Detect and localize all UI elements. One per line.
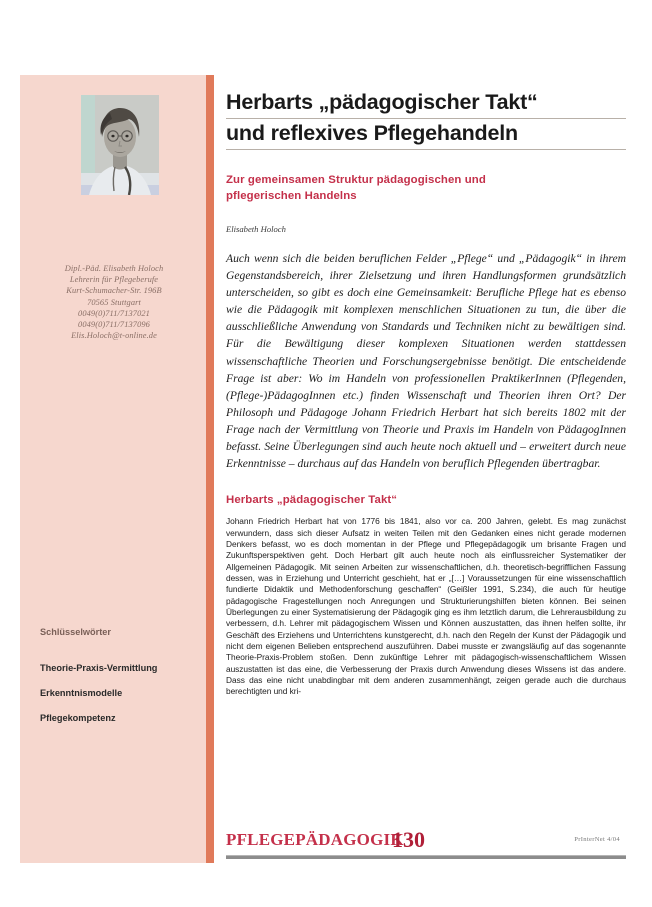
page-number: 130 (392, 827, 425, 852)
main-content (226, 75, 626, 698)
footer-meta: PrInterNet 4/04 (574, 836, 620, 843)
subtitle-line-1: Zur gemeinsamen Struktur pädagogischen und (226, 174, 486, 186)
title-rule-2 (226, 149, 626, 150)
subtitle (226, 172, 626, 204)
contact-line-fax: 0049(0)711/7137096 (78, 320, 150, 330)
footer-brand (226, 830, 404, 850)
contact-line-role: Lehrerin für Pflegeberufe (69, 275, 159, 285)
author-portrait (81, 95, 159, 195)
keyword-item: Theorie-Praxis-Vermittlung (40, 663, 158, 673)
contact-line-phone: 0049(0)711/7137021 (78, 308, 150, 318)
lead-paragraph: Auch wenn sich die beiden beruflichen Felder „Pflege“ und „Pädagogik“ in ihrem Gegenstandsbereich, ihrer Zielsetzung und ihren Handlungsformen grundsätzlich unterscheiden, so gibt es doch eine Gemeinsamkeit: Berufliche Pflege hat es ebenso wie die Pädagogik mit komplexen menschlichen Situationen zu tun, die über die ausschließliche Anwendung von Standards und Techniken nicht zu bewältigen sind. Für die Bewältigung dieser komplexen Situationen werden stattdessen wissenschaftliche Theorien und Forschungsergebnisse benötigt. Die entscheidende Frage ist aber: Wo im Handeln von professionellen PraktikerInnen (Pflegenden, (Pflege-)PädagogInnen etc.) finden Wissenschaft und Theorien ihren Ort? Der Philosoph und Pädagoge Johann Friedrich Herbart hat sich bereits 1802 mit der Frage nach der Vermittlung von Theorie und Praxis im Handeln von PädagogInnen befasst. Seine Überlegungen sind auch heute noch aktuell und – erweitert durch neue Erkenntnisse – durchaus auf das Handeln von beruflich Pflegenden übertragbar. (226, 252, 626, 471)
contact-line-street: Kurt-Schumacher-Str. 196B (66, 286, 162, 296)
contact-line-city: 70565 Stuttgart (87, 297, 141, 307)
byline: Elisabeth Holoch (226, 224, 286, 234)
keywords-title: Schlüsselwörter (40, 627, 111, 637)
footer-divider (226, 855, 626, 859)
sidebar-accent-edge (206, 75, 214, 863)
section-heading: Herbarts „pädagogischer Takt“ (226, 494, 398, 507)
contact-line-email[interactable]: Elis.Holoch@t-online.de (71, 331, 157, 341)
sidebar (20, 75, 206, 863)
subtitle-line-2: pflegerischen Handelns (226, 190, 357, 202)
contact-line-name: Dipl.-Päd. Elisabeth Holoch (64, 264, 164, 273)
title-line-2: und reflexives Pflegehandeln (226, 121, 518, 145)
portrait-image (81, 95, 159, 195)
page-footer (226, 827, 626, 862)
keyword-item: Erkenntnismodelle (40, 688, 123, 698)
body-paragraph: Johann Friedrich Herbart hat von 1776 bis 1841, also vor ca. 200 Jahren, gelebt. Es mag zunächst verwundern, dass sich dieser Aufsatz in weiten Teilen mit den Gedanken eines nicht gerade modernen Denkers befasst, wo es doch momentan in der Pflege und Pflegepädagogik um brisante Fragen und Zukunftsperspektiven geht. Doch Herbart gilt auch heute noch als einflussreicher Systematiker der Allgemeinen Pädagogik. Mit seinen Arbeiten zur wissenschaftlichen, d.h. theoretisch-begrifflichen Fassung dessen, was in Erziehung und Unterricht geschieht, hat er „[…] Voraussetzungen für eine wissenschaftlich fundierte Didaktik und Methodenforschung geschaffen“ (Geißler 1991, S.234), die auch für heutige pädagogische Fragestellungen noch Anregungen und Strukturierungshilfen bieten können. Bei seinen Überlegungen zu einer Systematisierung der Pädagogik ging es ihm letztlich darum, die Lehrerausbildung zu verbessern, d.h. Lehrer mit pädagogischem Wissen und Können auszustatten, das ihnen helfen sollte, ihr Geschäft des Erziehens und Unterrichtens kunstgerecht, d.h. nach den Regeln der Kunst der Pädagogik und nicht dem eigenen Belieben entsprechend auszuführen. Dabei musste er zwangsläufig auf das sogenannte Theorie-Praxis-Problem stoßen. Denn zukünftige Lehrer mit pädagogisch-wissenschaftlichem Wissen auszustatten ist das eine, die Verbesserung der Praxis durch Anwendung dieses Wissens ist das andere. Dass das eine nicht unabdingbar mit dem anderen zusammenhängt, zeigen gerade auch die durchaus berechtigten und kri- (226, 516, 626, 697)
keyword-item: Pflegekompetenz (40, 713, 116, 723)
keywords-block (31, 627, 203, 738)
footer-brand-paedagogik: PÄDAGOGIK (295, 830, 404, 849)
author-contact-block (28, 263, 200, 341)
page-title (226, 88, 626, 150)
footer-accent-edge (206, 824, 214, 857)
title-line-1: Herbarts „pädagogischer Takt“ (226, 90, 538, 114)
footer-brand-pflege: PFLEGE (226, 830, 296, 849)
